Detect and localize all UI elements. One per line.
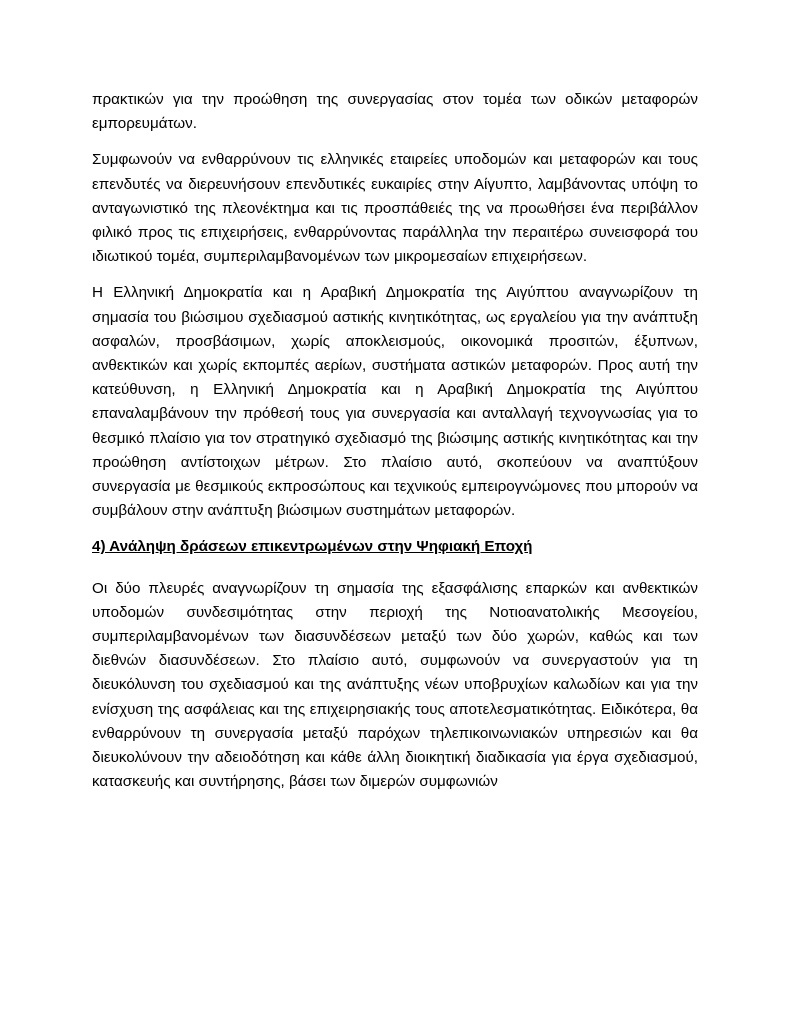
paragraph-urban-mobility: Η Ελληνική Δημοκρατία και η Αραβική Δημοκρατία της Αιγύπτου αναγνωρίζουν τη σημασία του βιώσιμου σχεδιασμού αστικής κινητικότητας, ως εργαλείου για την ανάπτυξη ασφαλών, προσβάσιμων, χωρίς αποκλεισμούς, οικονομικά προσιτών, έξυπνων, ανθεκτικών και χωρίς εκπομπές αερίων, συστήματα αστικών μεταφορών. Προς αυτή την κατεύθυνση, η Ελληνική Δημοκρατία και η Αραβική Δημοκρατία της Αιγύπτου επαναλαμβάνουν την πρόθεσή τους για συνεργασία και ανταλλαγή τεχνογνωσίας για το θεσμικό πλαίσιο για τον στρατηγικό σχεδιασμό της βιώσιμης αστικής κινητικότητας και την προώθηση αντίστοιχων μέτρων. Στο πλαίσιο αυτό, σκοπεύουν να αναπτύξουν συνεργασία με θεσμικούς εκπροσώπους και τεχνικούς εμπειρογνώμονες που μπορούν να συμβάλουν στην ανάπτυξη βιώσιμων συστημάτων μεταφορών. bbox=[92, 284, 698, 520]
document-body bbox=[92, 88, 698, 806]
paragraph-road-freight: πρακτικών για την προώθηση της συνεργασίας στον τομέα των οδικών μεταφορών εμπορευμάτων. bbox=[92, 91, 698, 133]
section-heading: 4) Ανάληψη δράσεων επικεντρωμένων στην Ψηφιακή Εποχή bbox=[92, 538, 533, 556]
paragraph-connectivity: Οι δύο πλευρές αναγνωρίζουν τη σημασία της εξασφάλισης επαρκών και ανθεκτικών υποδομών συνδεσιμότητας στην περιοχή της Νοτιοανατολικής Μεσογείου, συμπεριλαμβανομένων των διασυνδέσεων μεταξύ των δύο χωρών, καθώς και των διεθνών διασυνδέσεων. Στο πλαίσιο αυτό, συμφωνούν να συνεργαστούν για τη διευκόλυνση του σχεδιασμού και της ανάπτυξης νέων υποβρυχίων καλωδίων και για την ενίσχυση της ασφάλειας και της επιχειρησιακής τους αποτελεσματικότητας. Ειδικότερα, θα ενθαρρύνουν τη συνεργασία μεταξύ παρόχων τηλεπικοινωνιακών υπηρεσιών και θα διευκολύνουν την αδειοδότηση και κάθε άλλη διοικητική διαδικασία για έργα σχεδιασμού, κατασκευής και συντήρησης, βάσει των διμερών συμφωνιών bbox=[92, 579, 698, 791]
paragraph-investment: Συμφωνούν να ενθαρρύνουν τις ελληνικές εταιρείες υποδομών και μεταφορών και τους επενδυτές να διερευνήσουν επενδυτικές ευκαιρίες στην Αίγυπτο, λαμβάνοντας υπόψη το ανταγωνιστικό της πλεονέκτημα και τις προσπάθειές της να προωθήσει ένα περιβάλλον φιλικό προς τις επιχειρήσεις, ενθαρρύνοντας παράλληλα την περαιτέρω συνεισφορά του ιδιωτικού τομέα, συμπεριλαμβανομένων των μικρομεσαίων επιχειρήσεων. bbox=[92, 151, 698, 266]
